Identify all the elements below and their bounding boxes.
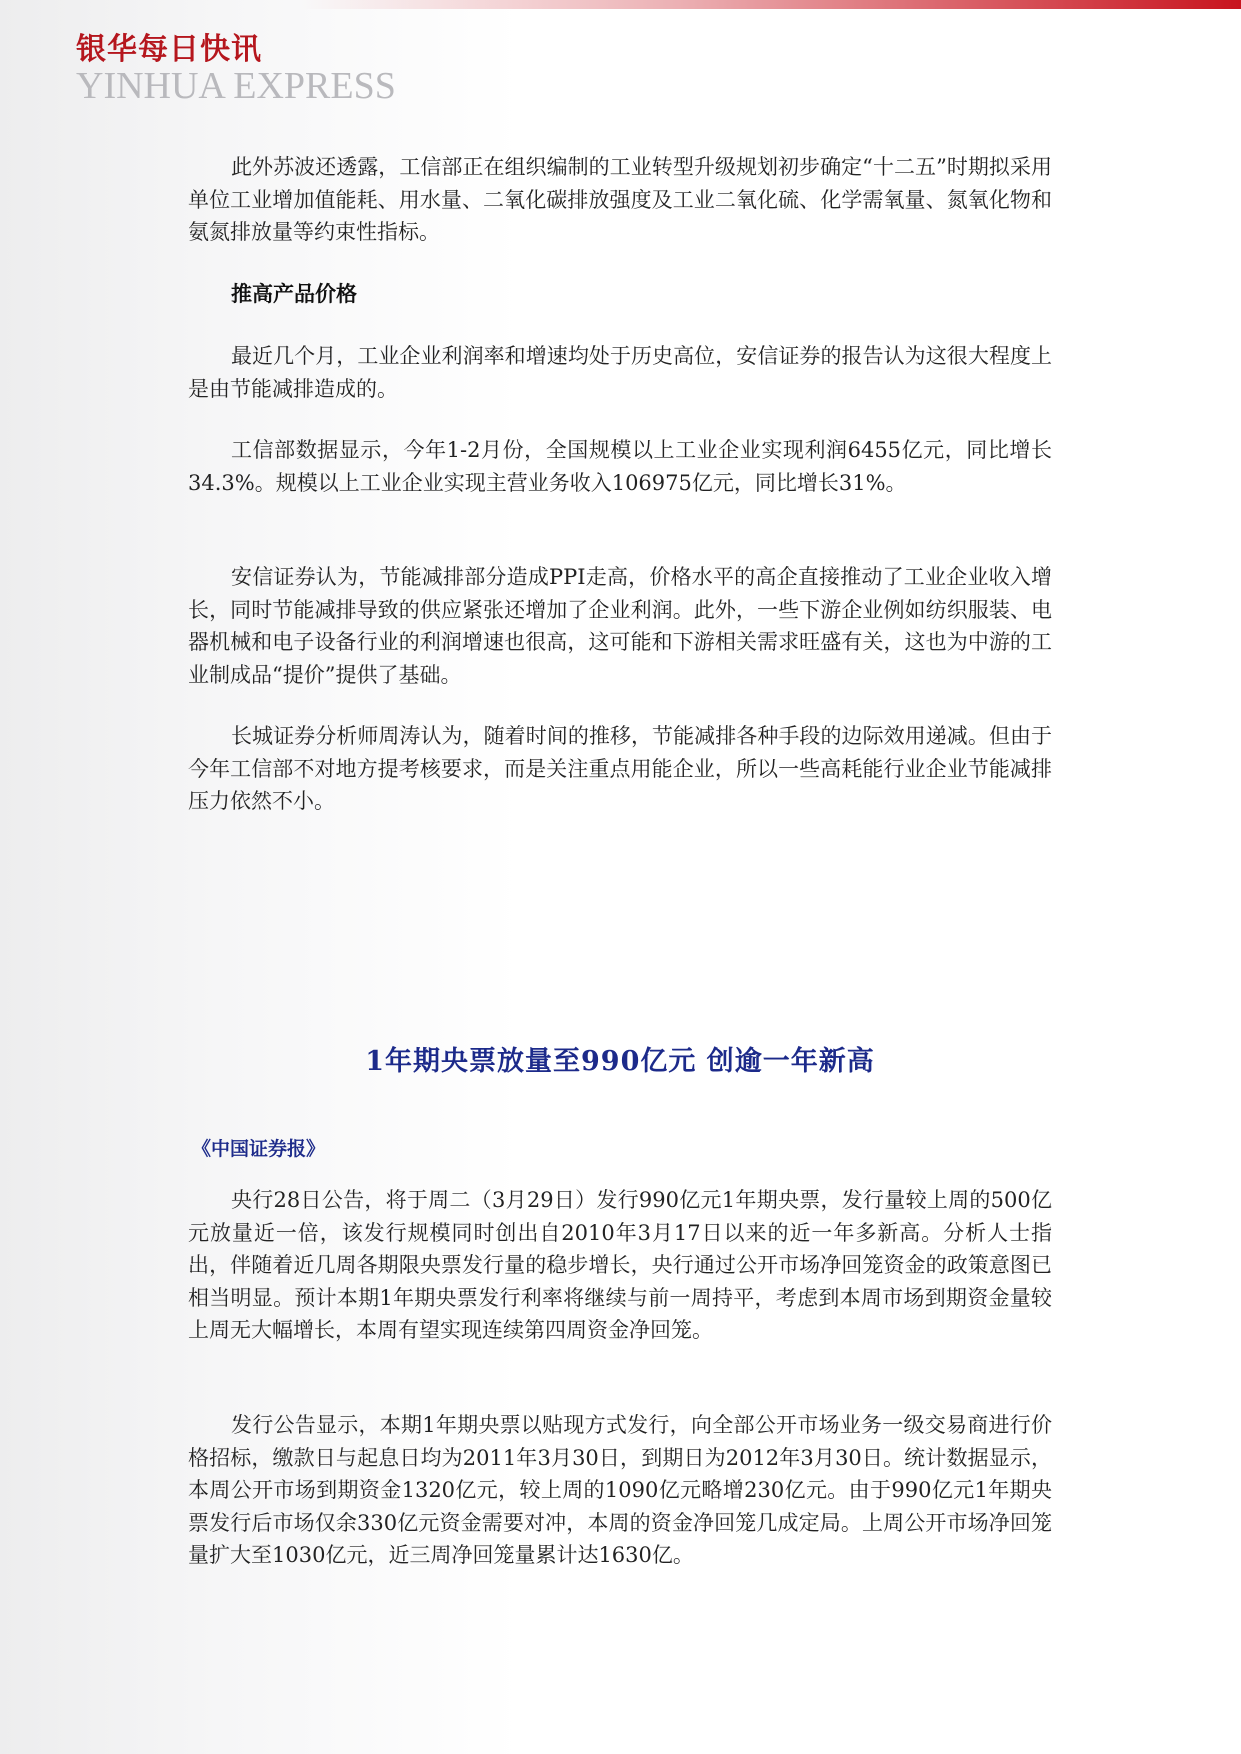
brand-name-en: YINHUA EXPRESS xyxy=(76,65,396,107)
article1-paragraph: 最近几个月，工业企业利润率和增速均处于历史高位，安信证券的报告认为这很大程度上是由节能减排造成的。 xyxy=(188,344,1052,401)
article1-paragraph: 工信部数据显示，今年1-2月份，全国规模以上工业企业实现利润6455亿元，同比增长34.3%。规模以上工业企业实现主营业务收入106975亿元，同比增长31%。 xyxy=(188,438,1052,495)
article1-paragraph-block xyxy=(188,340,1052,405)
article1-paragraph-block xyxy=(188,434,1052,499)
article1-paragraph-block xyxy=(188,561,1052,691)
article1-paragraph: 长城证券分析师周涛认为，随着时间的推移，节能减排各种手段的边际效用递减。但由于今年工信部不对地方提考核要求，而是关注重点用能企业，所以一些高耗能行业企业节能减排压力依然不小。 xyxy=(188,724,1052,813)
article2-source: 《中国证券报》 xyxy=(192,1138,326,1160)
article2-paragraph: 央行28日公告，将于周二（3月29日）发行990亿元1年期央票，发行量较上周的500亿元放量近一倍，该发行规模同时创出自2010年3月17日以来的近一年多新高。分析人士指出，伴随着近几周各期限央票发行量的稳步增长，央行通过公开市场净回笼资金的政策意图已相当明显。预计本期1年期央票发行利率将继续与前一周持平，考虑到本周市场到期资金量较上周无大幅增长，本周有望实现连续第四周资金净回笼。 xyxy=(188,1188,1052,1342)
article1-paragraph-block xyxy=(188,720,1052,818)
article1-subheading-block xyxy=(188,278,1052,310)
brand-logo xyxy=(76,32,396,106)
header-accent-bar xyxy=(300,0,1241,9)
article1-paragraph: 此外苏波还透露，工信部正在组织编制的工业转型升级规划初步确定“十二五”时期拟采用单位工业增加值能耗、用水量、二氧化碳排放强度及工业二氧化硫、化学需氧量、氮氧化物和氨氮排放量等约束性指标。 xyxy=(188,155,1052,244)
article1-body xyxy=(188,151,1052,249)
section-subheading: 推高产品价格 xyxy=(231,281,357,306)
brand-name-cn: 银华每日快讯 xyxy=(76,32,262,67)
article2-paragraph-block xyxy=(188,1184,1052,1347)
article2-paragraph-block xyxy=(188,1409,1052,1572)
article2-title: 1年期央票放量至990亿元 创逾一年新高 xyxy=(365,1046,875,1077)
article2-paragraph: 发行公告显示，本期1年期央票以贴现方式发行，向全部公开市场业务一级交易商进行价格招标，缴款日与起息日均为2011年3月30日，到期日为2012年3月30日。统计数据显示，本周公开市场到期资金1320亿元，较上周的1090亿元略增230亿元。由于990亿元1年期央票发行后市场仅余330亿元资金需要对冲，本周的资金净回笼几成定局。上周公开市场净回笼量扩大至1030亿元，近三周净回笼量累计达1630亿。 xyxy=(188,1413,1052,1567)
article1-paragraph: 安信证券认为，节能减排部分造成PPI走高，价格水平的高企直接推动了工业企业收入增长，同时节能减排导致的供应紧张还增加了企业利润。此外，一些下游企业例如纺织服装、电器机械和电子设备行业的利润增速也很高，这可能和下游相关需求旺盛有关，这也为中游的工业制成品“提价”提供了基础。 xyxy=(188,565,1052,687)
